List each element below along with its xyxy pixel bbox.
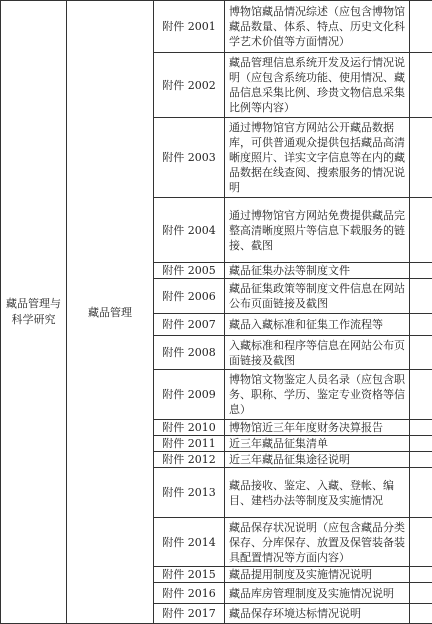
attachment-description: 博物馆文物鉴定人员名录（应包含职务、职称、学历、鉴定专业资格等信息） (225, 370, 410, 420)
attachment-label: 附件 2016 (154, 583, 225, 604)
attachment-label: 附件 2005 (154, 263, 225, 279)
empty-cell (410, 118, 432, 198)
attachment-description: 藏品库房管理制度及实施情况说明 (225, 583, 410, 604)
empty-cell (410, 53, 432, 118)
attachment-label: 附件 2012 (154, 452, 225, 468)
attachment-label: 附件 2014 (154, 518, 225, 567)
empty-cell (410, 198, 432, 263)
attachment-label: 附件 2011 (154, 436, 225, 452)
attachment-description: 通过博物馆官方网站公开藏品数据库，可供普通观众提供包括藏品高清晰度照片、详实文字信息等在内的藏品数据在线查阅、搜索服务的情况说明 (225, 118, 410, 198)
empty-cell (410, 263, 432, 279)
empty-cell (410, 370, 432, 420)
attachment-table-body (1, 1, 432, 624)
attachment-description: 藏品保存环境达标情况说明 (225, 604, 410, 624)
attachment-description: 近三年藏品征集清单 (225, 436, 410, 452)
empty-cell (410, 452, 432, 468)
subcategory-cell: 藏品管理 (67, 1, 154, 624)
attachment-description: 通过博物馆官方网站免费提供藏品完整高清晰度照片等信息下载服务的链接、截图 (225, 198, 410, 263)
empty-cell (410, 436, 432, 452)
empty-cell (410, 420, 432, 436)
category-cell: 藏品管理与科学研究 (1, 1, 67, 624)
attachment-label: 附件 2013 (154, 468, 225, 518)
attachment-description: 藏品征集办法等制度文件 (225, 263, 410, 279)
attachment-label: 附件 2003 (154, 118, 225, 198)
empty-cell (410, 279, 432, 314)
attachment-description: 藏品接收、鉴定、入藏、登帐、编目、建档办法等制度及实施情况 (225, 468, 410, 518)
attachment-label: 附件 2004 (154, 198, 225, 263)
attachment-label: 附件 2009 (154, 370, 225, 420)
attachment-description: 藏品征集政策等制度文件信息在网站公布页面链接及截图 (225, 279, 410, 314)
attachment-description: 藏品保存状况说明（应包含藏品分类保存、分库保存、放置及保管装备装具配置情况等方面内容） (225, 518, 410, 567)
attachment-description: 博物馆近三年年度财务决算报告 (225, 420, 410, 436)
attachment-label: 附件 2001 (154, 1, 225, 53)
empty-cell (410, 336, 432, 370)
empty-cell (410, 567, 432, 583)
attachment-label: 附件 2017 (154, 604, 225, 624)
attachment-label: 附件 2008 (154, 336, 225, 370)
empty-cell (410, 468, 432, 518)
empty-cell (410, 1, 432, 53)
attachment-label: 附件 2010 (154, 420, 225, 436)
attachment-description: 近三年藏品征集途径说明 (225, 452, 410, 468)
attachment-description: 博物馆藏品情况综述（应包含博物馆藏品数量、体系、特点、历史文化科学艺术价值等方面情况） (225, 1, 410, 53)
attachment-description: 藏品管理信息系统开发及运行情况说明（应包含系统功能、使用情况、藏品信息采集比例、珍贵文物信息采集比例等内容） (225, 53, 410, 118)
attachment-description: 藏品提用制度及实施情况说明 (225, 567, 410, 583)
empty-cell (410, 518, 432, 567)
attachment-description: 藏品入藏标准和征集工作流程等 (225, 314, 410, 336)
attachment-label: 附件 2006 (154, 279, 225, 314)
empty-cell (410, 314, 432, 336)
empty-cell (410, 604, 432, 624)
table-row (1, 1, 432, 53)
attachment-label: 附件 2007 (154, 314, 225, 336)
attachment-label: 附件 2002 (154, 53, 225, 118)
attachment-label: 附件 2015 (154, 567, 225, 583)
attachment-description: 入藏标准和程序等信息在网站公布页面链接及截图 (225, 336, 410, 370)
empty-cell (410, 583, 432, 604)
